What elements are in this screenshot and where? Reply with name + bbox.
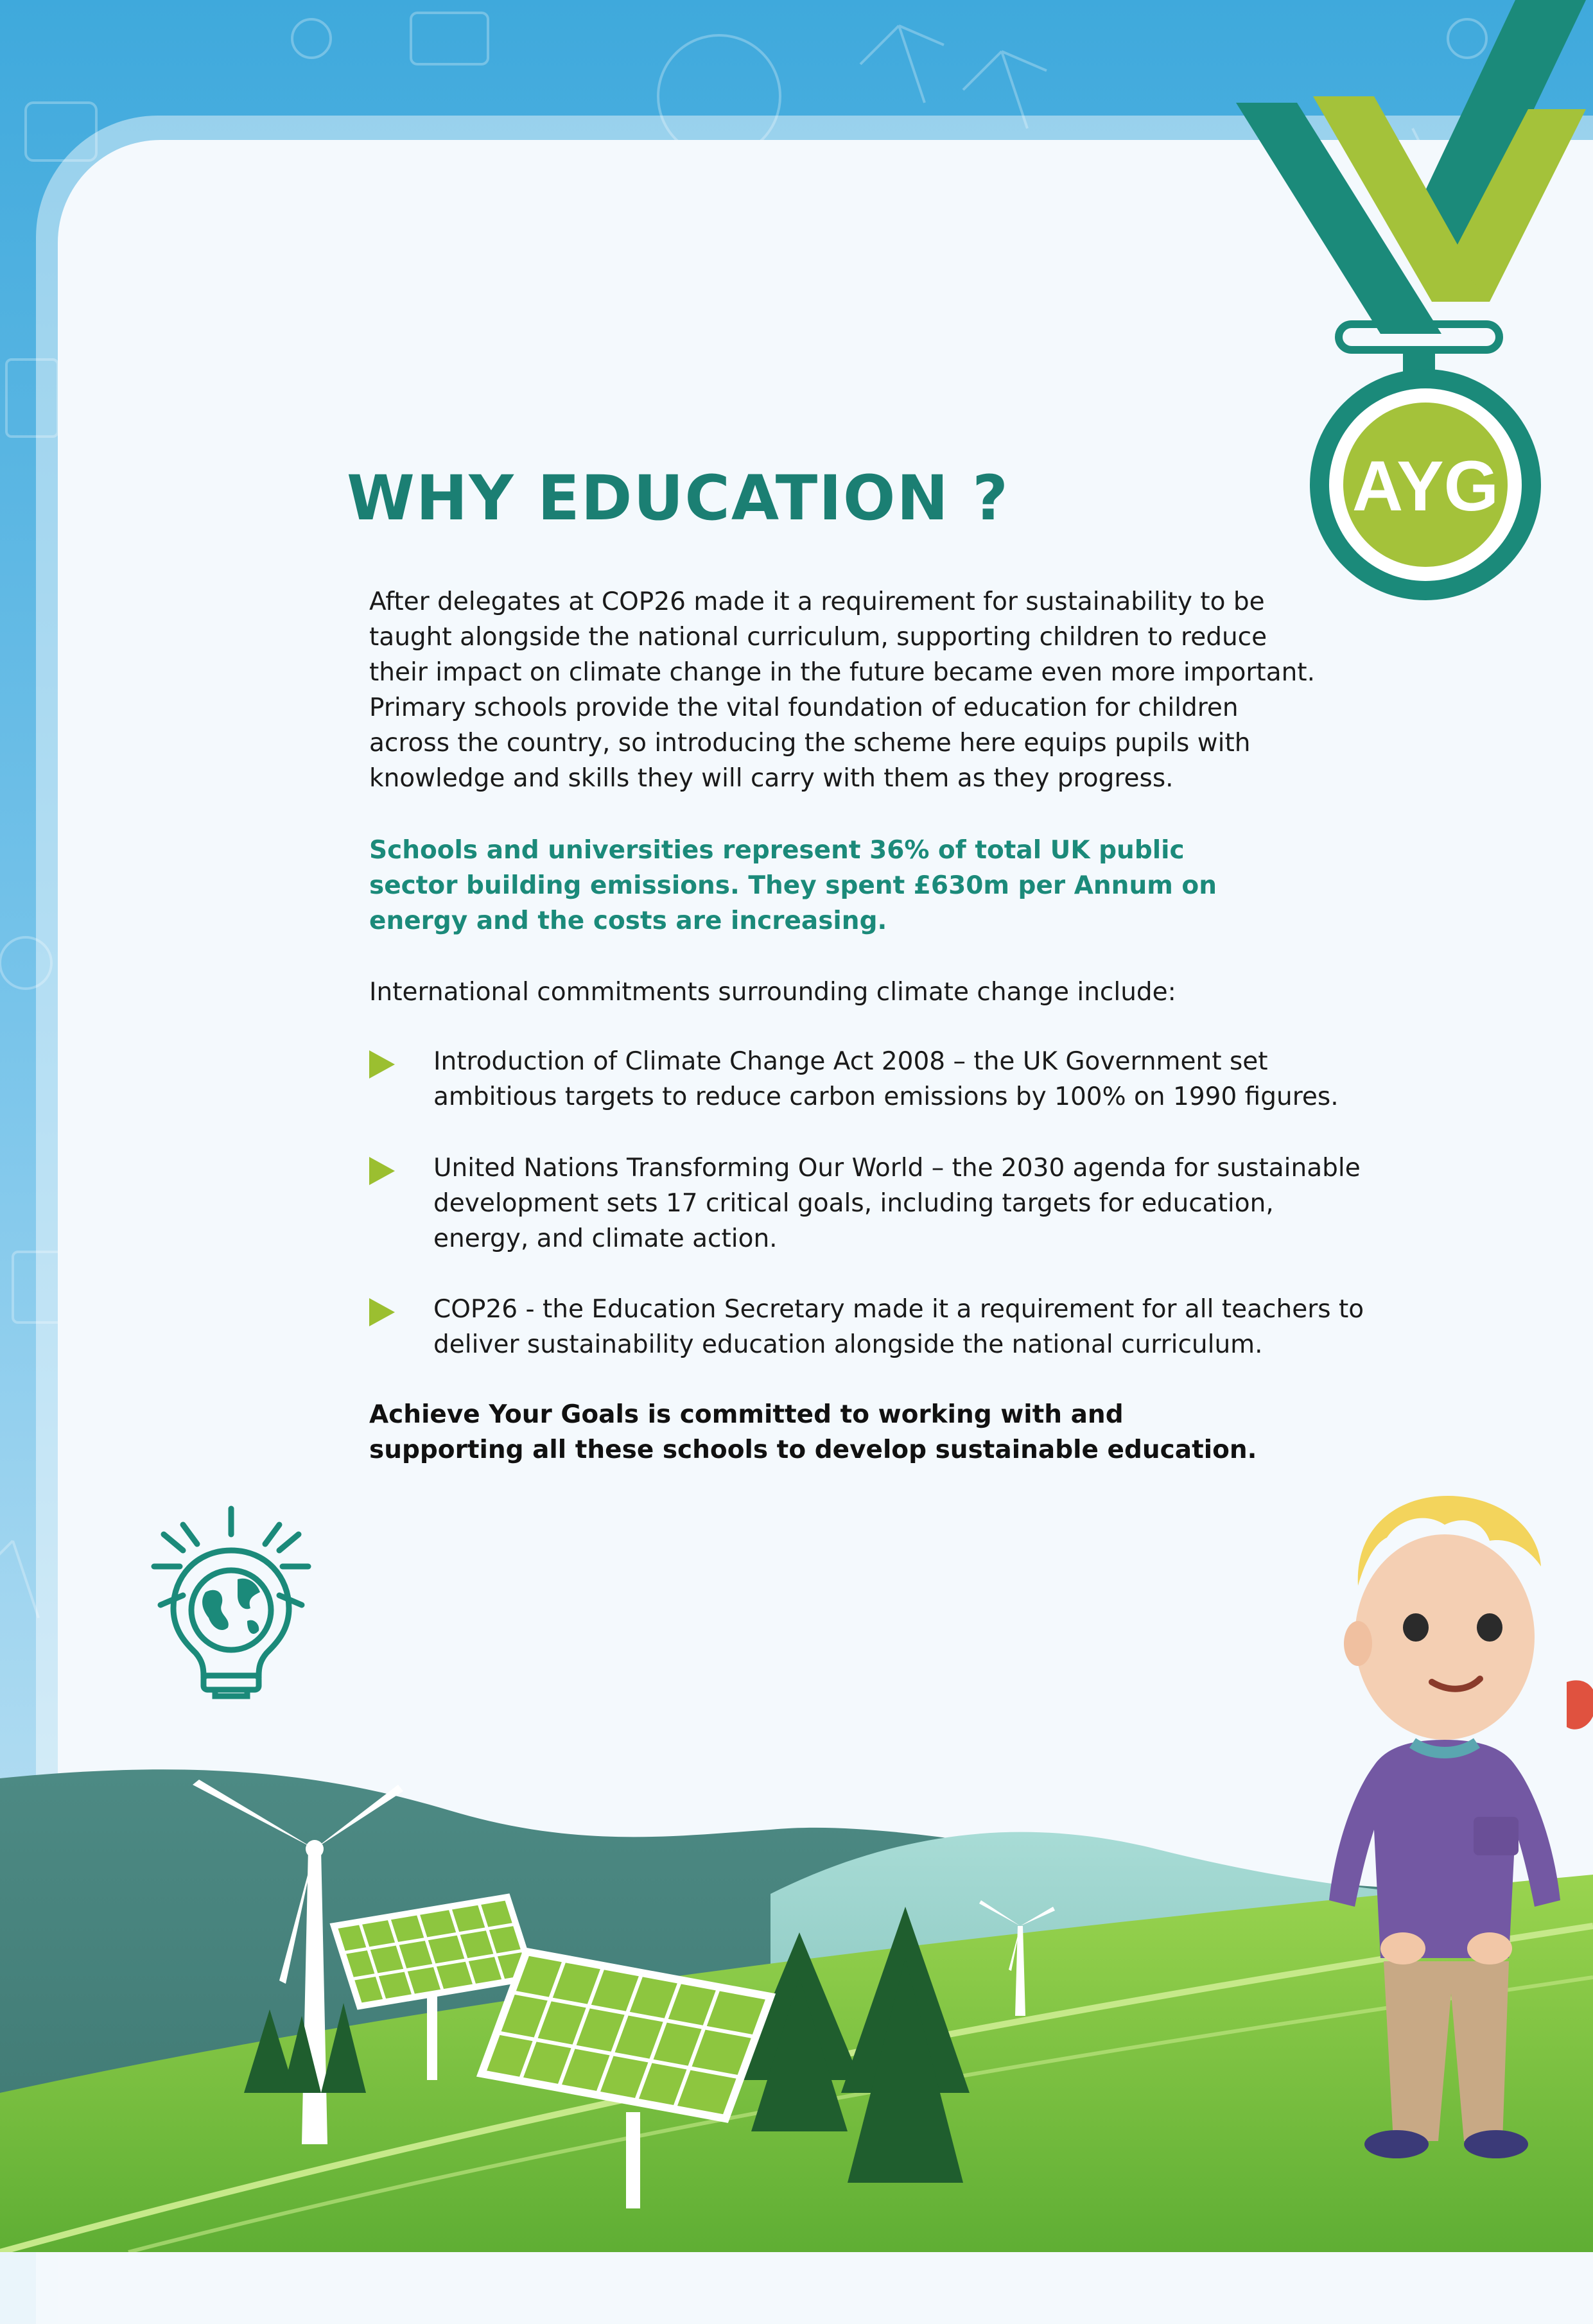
- commitments-intro: International commitments surrounding climate change include:: [369, 978, 1176, 1007]
- lightbulb-globe-icon: [144, 1502, 318, 1701]
- bullet-triangle-icon: [369, 1298, 395, 1326]
- intro-paragraph: After delegates at COP26 made it a requirement for sustainability to be taught alongside the national curriculum, supporting children to reduce their impact on climate change in the future became even more important. Primary schools provide the vital foundation of education for children across the country, so introducing the scheme here equips pupils with knowledge and skills they will carry with them as they progress.: [369, 587, 1315, 793]
- list-item: [369, 1150, 1361, 1260]
- list-item: [369, 1044, 1339, 1153]
- closing-statement: Achieve Your Goals is committed to working with and supporting all these schools to develop sustainable education.: [369, 1400, 1257, 1464]
- page-title: WHY EDUCATION ?: [347, 462, 1009, 534]
- list-item-text: United Nations Transforming Our World – the 2030 agenda for sustainable development sets 17 critical goals, including targets for education, energy, and climate action.: [433, 1154, 1361, 1253]
- child-character: [1297, 1489, 1593, 2164]
- medal-logo-icon: [1220, 0, 1593, 616]
- logo-text: AYG: [1352, 447, 1499, 526]
- bullet-triangle-icon: [369, 1157, 395, 1185]
- list-item-text: COP26 - the Education Secretary made it a requirement for all teachers to deliver sustainability education alongside the national curriculum.: [433, 1295, 1364, 1359]
- highlight-paragraph: Schools and universities represent 36% of total UK public sector building emissions. They spent £630m per Annum on energy and the costs are increasing.: [369, 836, 1217, 935]
- list-item-text: Introduction of Climate Change Act 2008 – the UK Government set ambitious targets to reduce carbon emissions by 100% on 1990 figures.: [433, 1047, 1339, 1111]
- bullet-triangle-icon: [369, 1050, 395, 1079]
- list-item: [369, 1292, 1364, 1401]
